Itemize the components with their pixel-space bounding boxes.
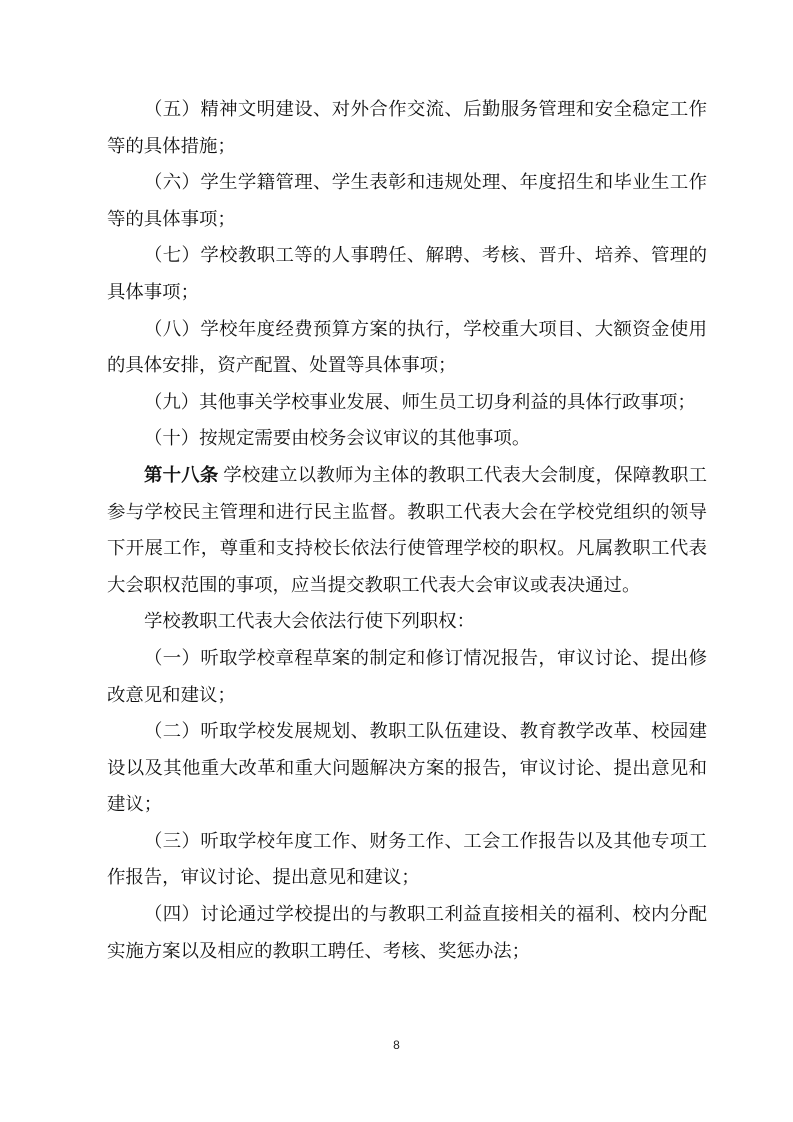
power-item-2: （二）听取学校发展规划、教职工队伍建设、教育教学改革、校园建设以及其他重大改革和重大问题解决方案的报告，审议讨论、提出意见和建议； [107,721,707,816]
powers-intro: 学校教职工代表大会依法行使下列职权： [144,611,476,633]
power-item-4: （四）讨论通过学校提出的与教职工利益直接相关的福利、校内分配实施方案以及相应的教职工聘任、考核、奖惩办法； [107,904,707,962]
paragraph-item-10: （十）按规定需要由校务会议审议的其他事项。 [144,428,531,450]
paragraph-item-6: （六）学生学籍管理、学生表彰和违规处理、年度招生和毕业生工作等的具体事项； [107,172,707,230]
paragraph-item-9: （九）其他事关学校事业发展、师生员工切身利益的具体行政事项； [144,391,696,413]
paragraph-item-5: （五）精神文明建设、对外合作交流、后勤服务管理和安全稳定工作等的具体措施； [107,99,707,157]
article-18-paragraph [107,458,707,604]
body-text [107,92,707,970]
article-18-label: 第十八条 [144,464,219,486]
power-item-3: （三）听取学校年度工作、财务工作、工会工作报告以及其他专项工作报告，审议讨论、提出意见和建议； [107,830,707,889]
paragraph-item-7: （七）学校教职工等的人事聘任、解聘、考核、晋升、培养、管理的具体事项； [107,245,707,303]
page-number: 8 [393,1038,400,1052]
paragraph-item-8: （八）学校年度经费预算方案的执行，学校重大项目、大额资金使用的具体安排，资产配置、处置等具体事项； [107,318,707,377]
article-18-text: 学校建立以教师为主体的教职工代表大会制度，保障教职工参与学校民主管理和进行民主监督。教职工代表大会在学校党组织的领导下开展工作，尊重和支持校长依法行使管理学校的职权。凡属教职工代表大会职权范围的事项，应当提交教职工代表大会审议或表决通过。 [107,464,707,596]
power-item-1: （一）听取学校章程草案的制定和修订情况报告，审议讨论、提出修改意见和建议； [107,647,707,706]
